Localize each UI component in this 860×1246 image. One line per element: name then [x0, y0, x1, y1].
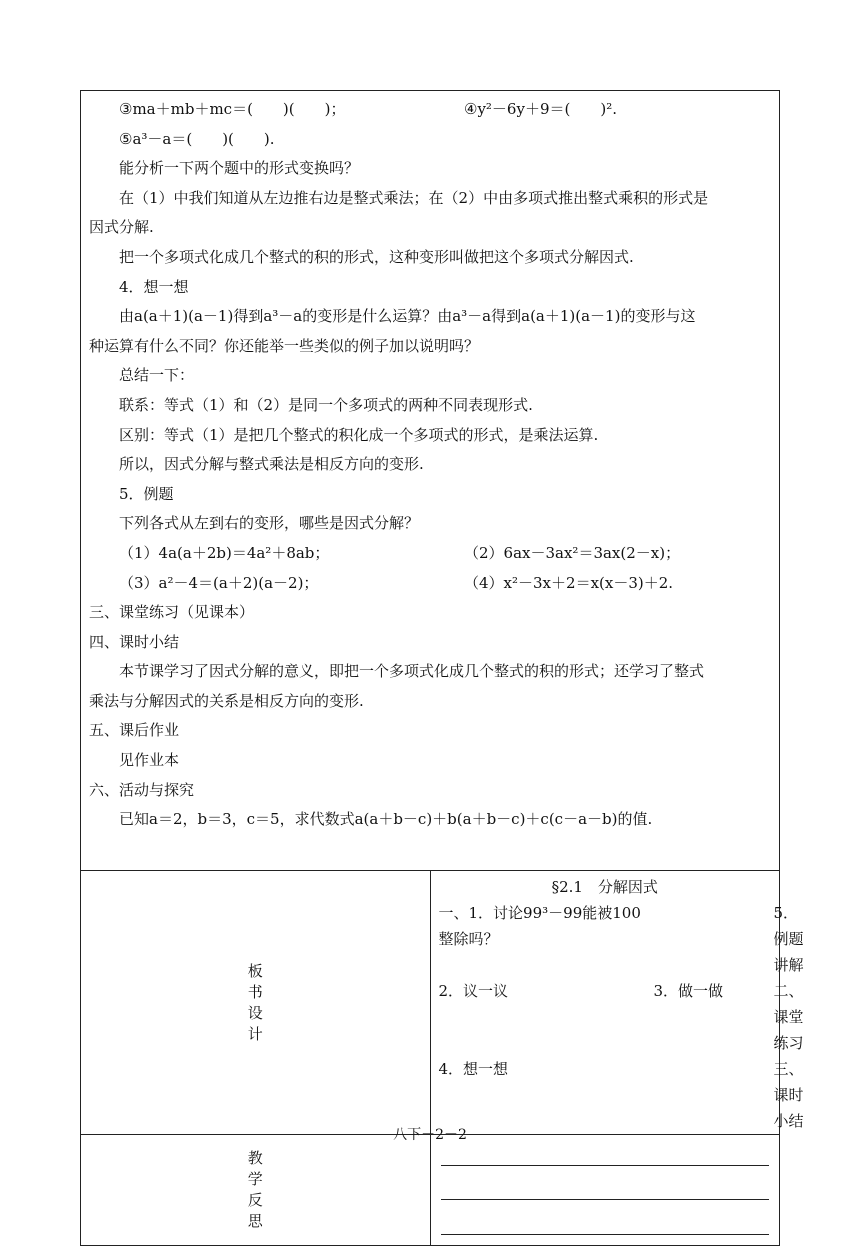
writing-line — [441, 1165, 770, 1166]
paragraph: 见作业本 — [119, 751, 180, 770]
exercise-4: ④y²－6y＋9＝( )². — [464, 100, 617, 118]
reflection-label-cell — [81, 1135, 431, 1246]
board-item: 一、1．讨论99³－99能被100整除吗？ — [438, 904, 641, 948]
section-heading: 五、课后作业 — [89, 721, 180, 740]
board-item: 4．想一想 — [438, 1060, 509, 1078]
example-row-1 — [89, 539, 771, 569]
example-2: （2）6ax－3ax²＝3ax(2－x)； — [464, 543, 681, 562]
definition-paragraph: 把一个多项式化成几个整式的积的形式，这种变形叫做把这个多项式分解因式. — [119, 247, 634, 266]
exercise-5: ⑤a³－a＝( )( ). — [119, 129, 275, 148]
reflection-label: 教学反思 — [247, 1149, 263, 1230]
section-heading: 四、课时小结 — [89, 632, 180, 651]
board-design-cell — [430, 871, 804, 1135]
paragraph: 因式分解. — [89, 218, 154, 237]
example-3: （3）a²－4＝(a＋2)(a－2)； — [119, 573, 319, 592]
paragraph: 已知a＝2，b＝3，c＝5，求代数式a(a＋b－c)＋b(a＋b－c)＋c(c－a－b)的值. — [119, 810, 653, 829]
board-items — [438, 900, 804, 1134]
board-item: 2．议一议 — [438, 982, 509, 1000]
board-title: §2.1 分解因式 — [551, 878, 658, 896]
example-1: （1）4a(a＋2b)＝4a²＋8ab； — [119, 543, 330, 562]
paragraph: 联系：等式（1）和（2）是同一个多项式的两种不同表现形式. — [119, 395, 533, 414]
section-heading: 4．想一想 — [119, 277, 189, 296]
example-row-2 — [89, 569, 771, 599]
paragraph: 所以，因式分解与整式乘法是相反方向的变形. — [119, 455, 424, 474]
paragraph: 由a(a＋1)(a－1)得到a³－a的变形是什么运算？由a³－a得到a(a＋1)(a－1)的变形与这 — [119, 307, 696, 326]
lesson-table — [80, 90, 804, 1246]
paragraph: 区别：等式（1）是把几个整式的积化成一个多项式的形式，是乘法运算. — [119, 425, 599, 444]
board-item — [654, 1056, 774, 1134]
paragraph: 本节课学习了因式分解的意义，即把一个多项式化成几个整式的积的形式；还学习了整式 — [119, 662, 705, 681]
board-item — [654, 900, 774, 978]
exercise-row-1 — [89, 95, 771, 125]
board-item: 二、课堂练习 — [773, 982, 804, 1052]
board-item: 三、课时小结 — [773, 1060, 804, 1130]
board-item: 3．做一做 — [653, 982, 724, 1000]
section-heading: 六、活动与探究 — [89, 780, 195, 799]
writing-line — [441, 1199, 770, 1200]
paragraph: 能分析一下两个题中的形式变换吗？ — [119, 159, 360, 178]
section-heading: 三、课堂练习（见课本） — [89, 603, 255, 622]
reflection-cell — [430, 1135, 780, 1246]
paragraph: 总结一下： — [119, 366, 195, 385]
paragraph: 在（1）中我们知道从左边推右边是整式乘法；在（2）中由多项式推出整式乘积的形式是 — [119, 188, 709, 207]
paragraph: 种运算有什么不同？你还能举一些类似的例子加以说明吗？ — [89, 336, 480, 355]
page-footer: 八下－2－2 — [393, 1127, 467, 1143]
section-heading: 5．例题 — [119, 484, 174, 503]
board-design-label: 板书设计 — [247, 961, 263, 1043]
board-design-label-cell — [81, 871, 431, 1135]
lesson-content-cell — [81, 91, 780, 871]
writing-line — [441, 1234, 770, 1235]
paragraph: 下列各式从左到右的变形，哪些是因式分解？ — [119, 514, 420, 533]
exercise-3: ③ma＋mb＋mc＝( )( )； — [119, 100, 346, 118]
paragraph: 乘法与分解因式的关系是相反方向的变形. — [89, 691, 364, 710]
example-4: （4）x²－3x＋2＝x(x－3)＋2. — [464, 573, 674, 592]
board-item: 5．例题讲解 — [773, 904, 804, 974]
lesson-page — [80, 90, 804, 1246]
